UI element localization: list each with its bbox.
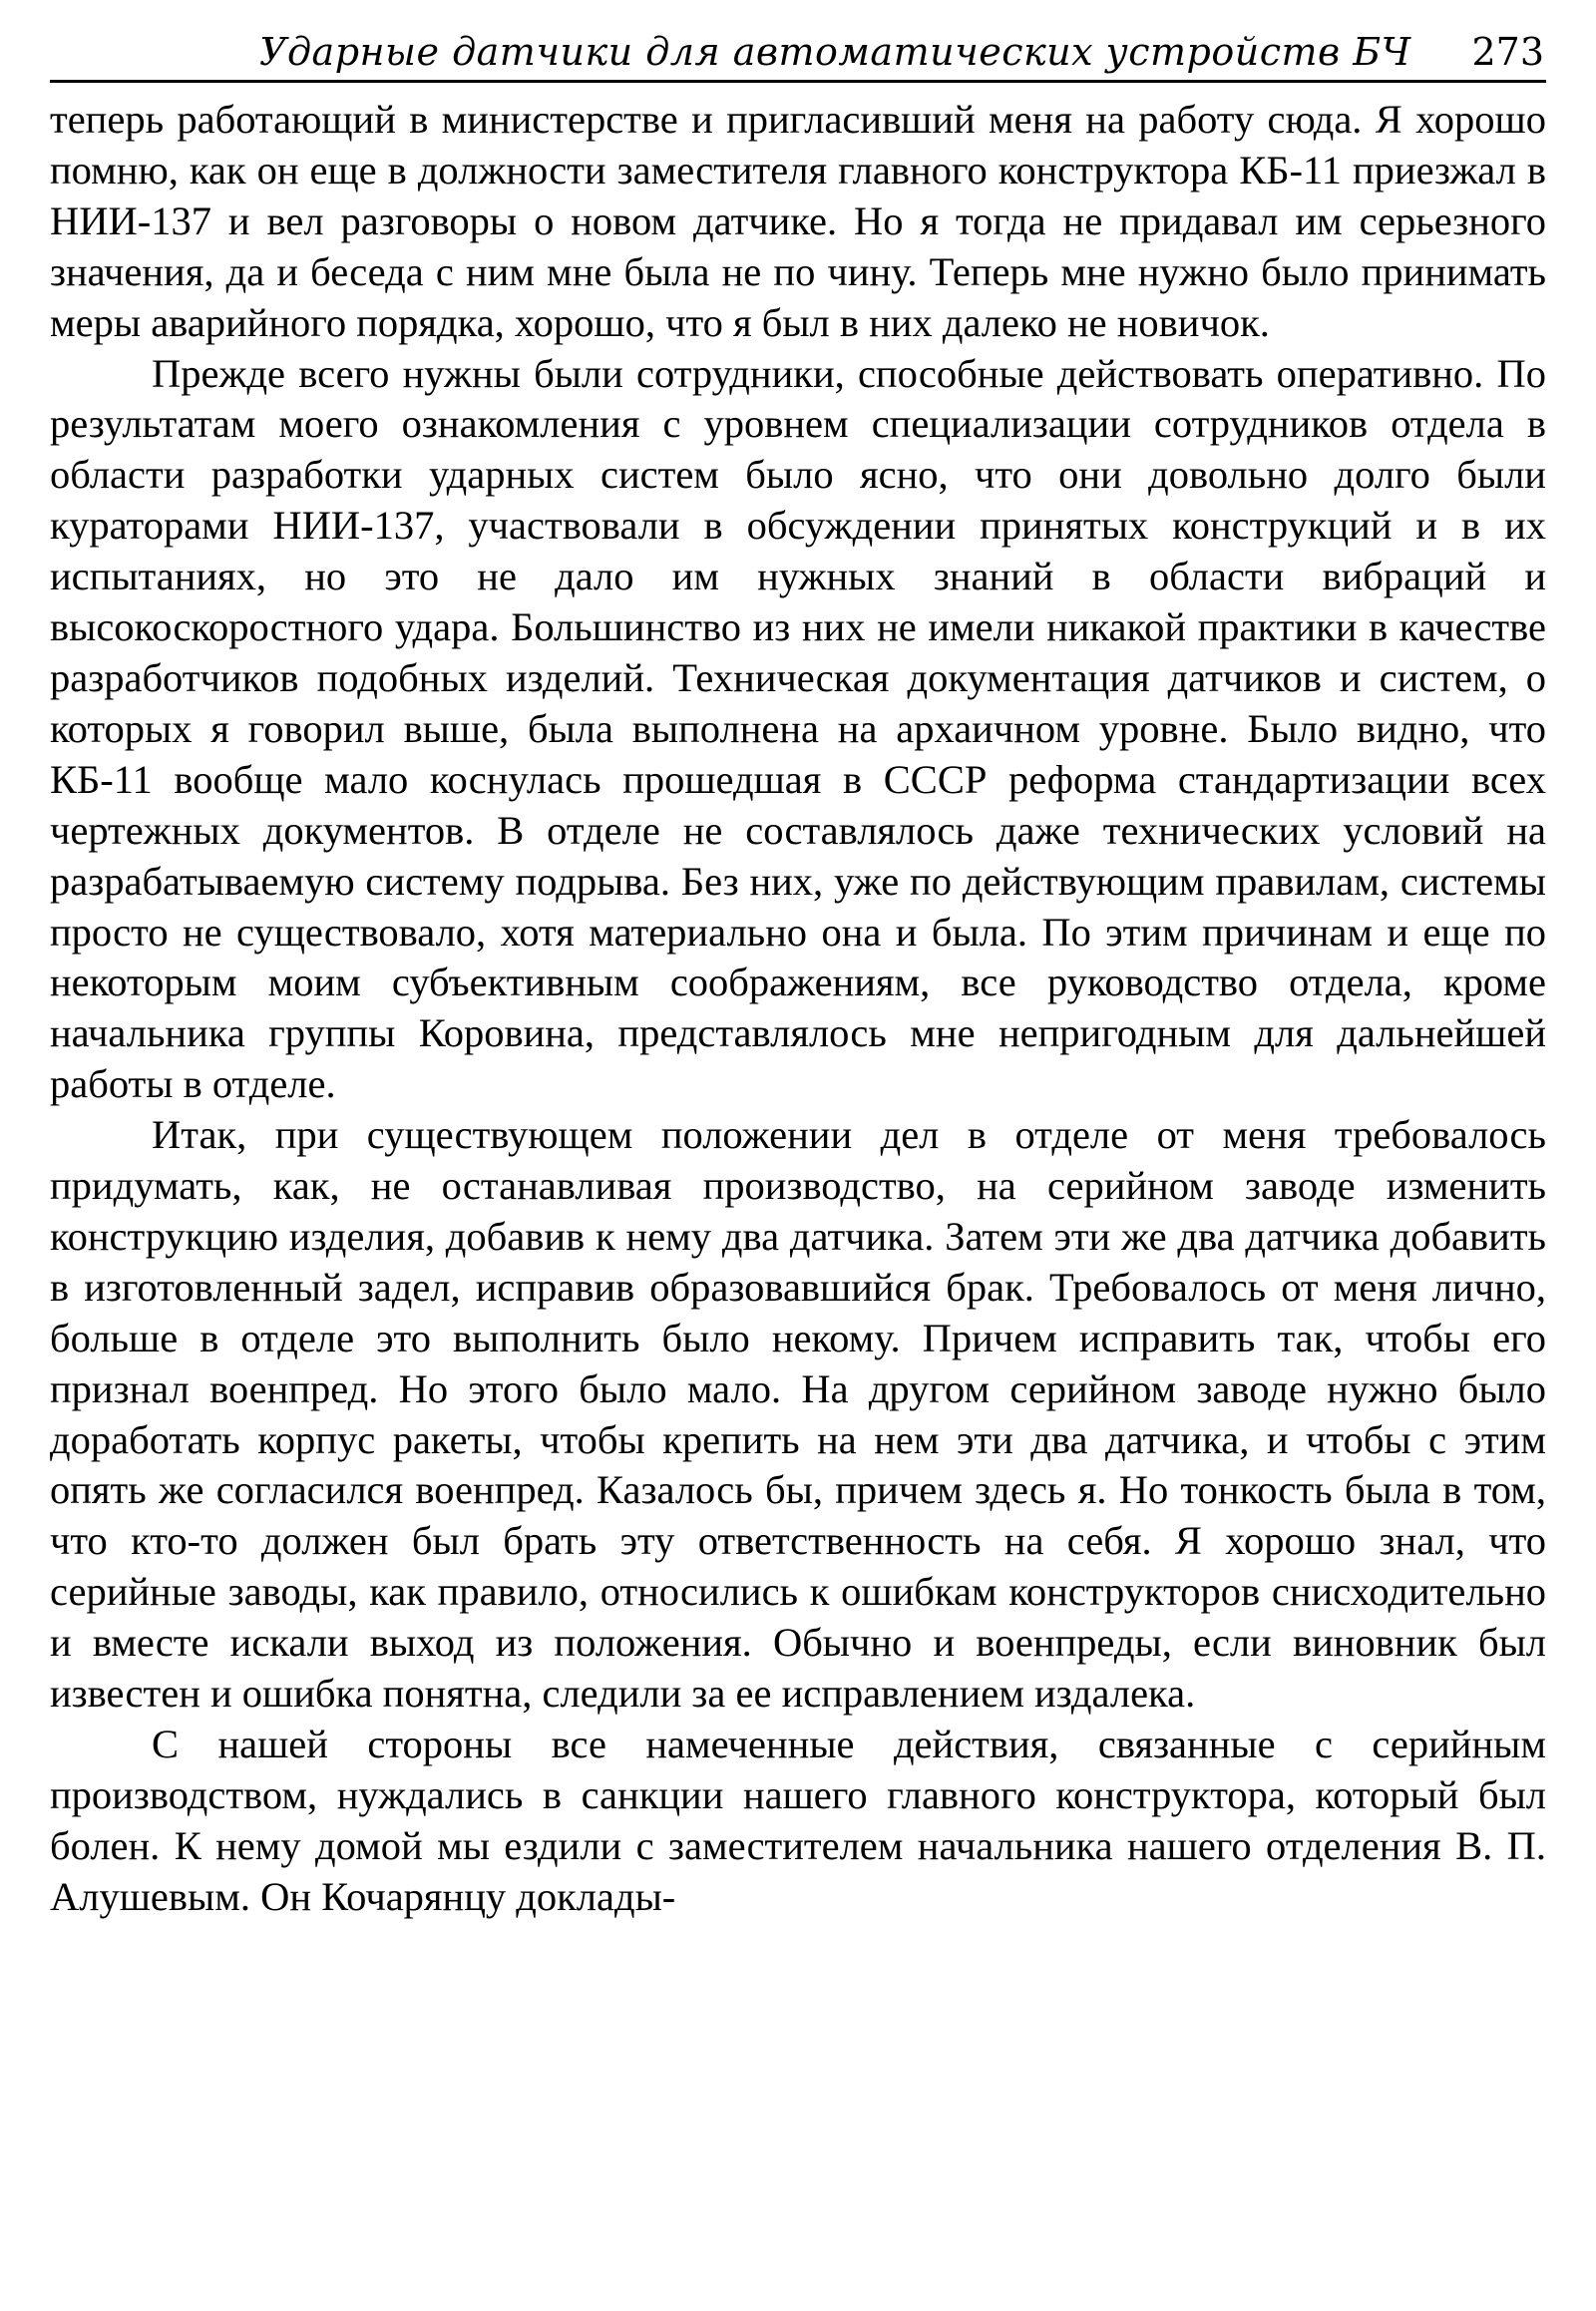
paragraph-1: теперь работающий в министерстве и пригласивший меня на работу сюда. Я хорошо помню, как он еще в должности заместителя главного конструктора КБ-11 приезжал в НИИ-137 и вел разговоры о новом датчике. Но я тогда не придавал им серьезного значения, да и беседа с ним мне была не по чину. Теперь мне нужно было принимать меры аварийного порядка, хорошо, что я был в них далеко не новичок. [50, 97, 1546, 345]
paragraph-4: С нашей стороны все намеченные действия, связанные с серийным производством, нуждались в санкции нашего главного конструктора, который был болен. К нему домой мы ездили с заместителем начальника нашего отделения В. П. Алушевым. Он Кочарянцу доклады- [50, 1722, 1546, 1919]
body-text [50, 95, 1546, 1923]
running-head [50, 22, 1546, 83]
paragraph-2: Прежде всего нужны были сотрудники, способные действовать оперативно. По результатам моего ознакомления с уровнем специализации сотрудников отдела в области разработки ударных систем было ясно, что они довольно долго были кураторами НИИ-137, участвовали в обсуждении принятых конструкций и в их испытаниях, но это не дало им нужных знаний в области вибраций и высокоскоростного удара. Большинство из них не имели никакой практики в качестве разработчиков подобных изделий. Техническая документация датчиков и систем, о которых я говорил выше, была выполнена на архаичном уровне. Было видно, что КБ-11 вообще мало коснулась прошедшая в СССР реформа стандартизации всех чертежных документов. В отделе не составлялось даже технических условий на разрабатываемую систему подрыва. Без них, уже по действующим правилам, системы просто не существовало, хотя материально она и была. По этим причинам и еще по некоторым моим субъективным соображениям, все руководство отдела, кроме начальника группы Коровина, представлялось мне непригодным для дальнейшей работы в отделе. [50, 350, 1546, 1107]
running-title: Ударные датчики для автоматических устройств БЧ [259, 30, 1411, 74]
page-number: 273 [1471, 30, 1544, 74]
paragraph-3: Итак, при существующем положении дел в отделе от меня требовалось придумать, как, не останавливая производство, на серийном заводе изменить конструкцию изделия, добавив к нему два датчика. Затем эти же два датчика добавить в изготовленный задел, исправив образовавшийся брак. Требовалось от меня лично, больше в отделе это выполнить было некому. Причем исправить так, чтобы его признал военпред. Но этого было мало. На другом серийном заводе нужно было доработать корпус ракеты, чтобы крепить на нем эти два датчика, и чтобы с этим опять же согласился военпред. Казалось бы, причем здесь я. Но тонкость была в том, что кто-то должен был брать эту ответственность на себя. Я хорошо знал, что серийные заводы, как правило, относились к ошибкам конструкторов снисходительно и вместе искали выход из положения. Обычно и военпреды, если виновник был известен и ошибка понятна, следили за ее исправлением издалека. [50, 1112, 1546, 1717]
book-page [50, 22, 1546, 1923]
